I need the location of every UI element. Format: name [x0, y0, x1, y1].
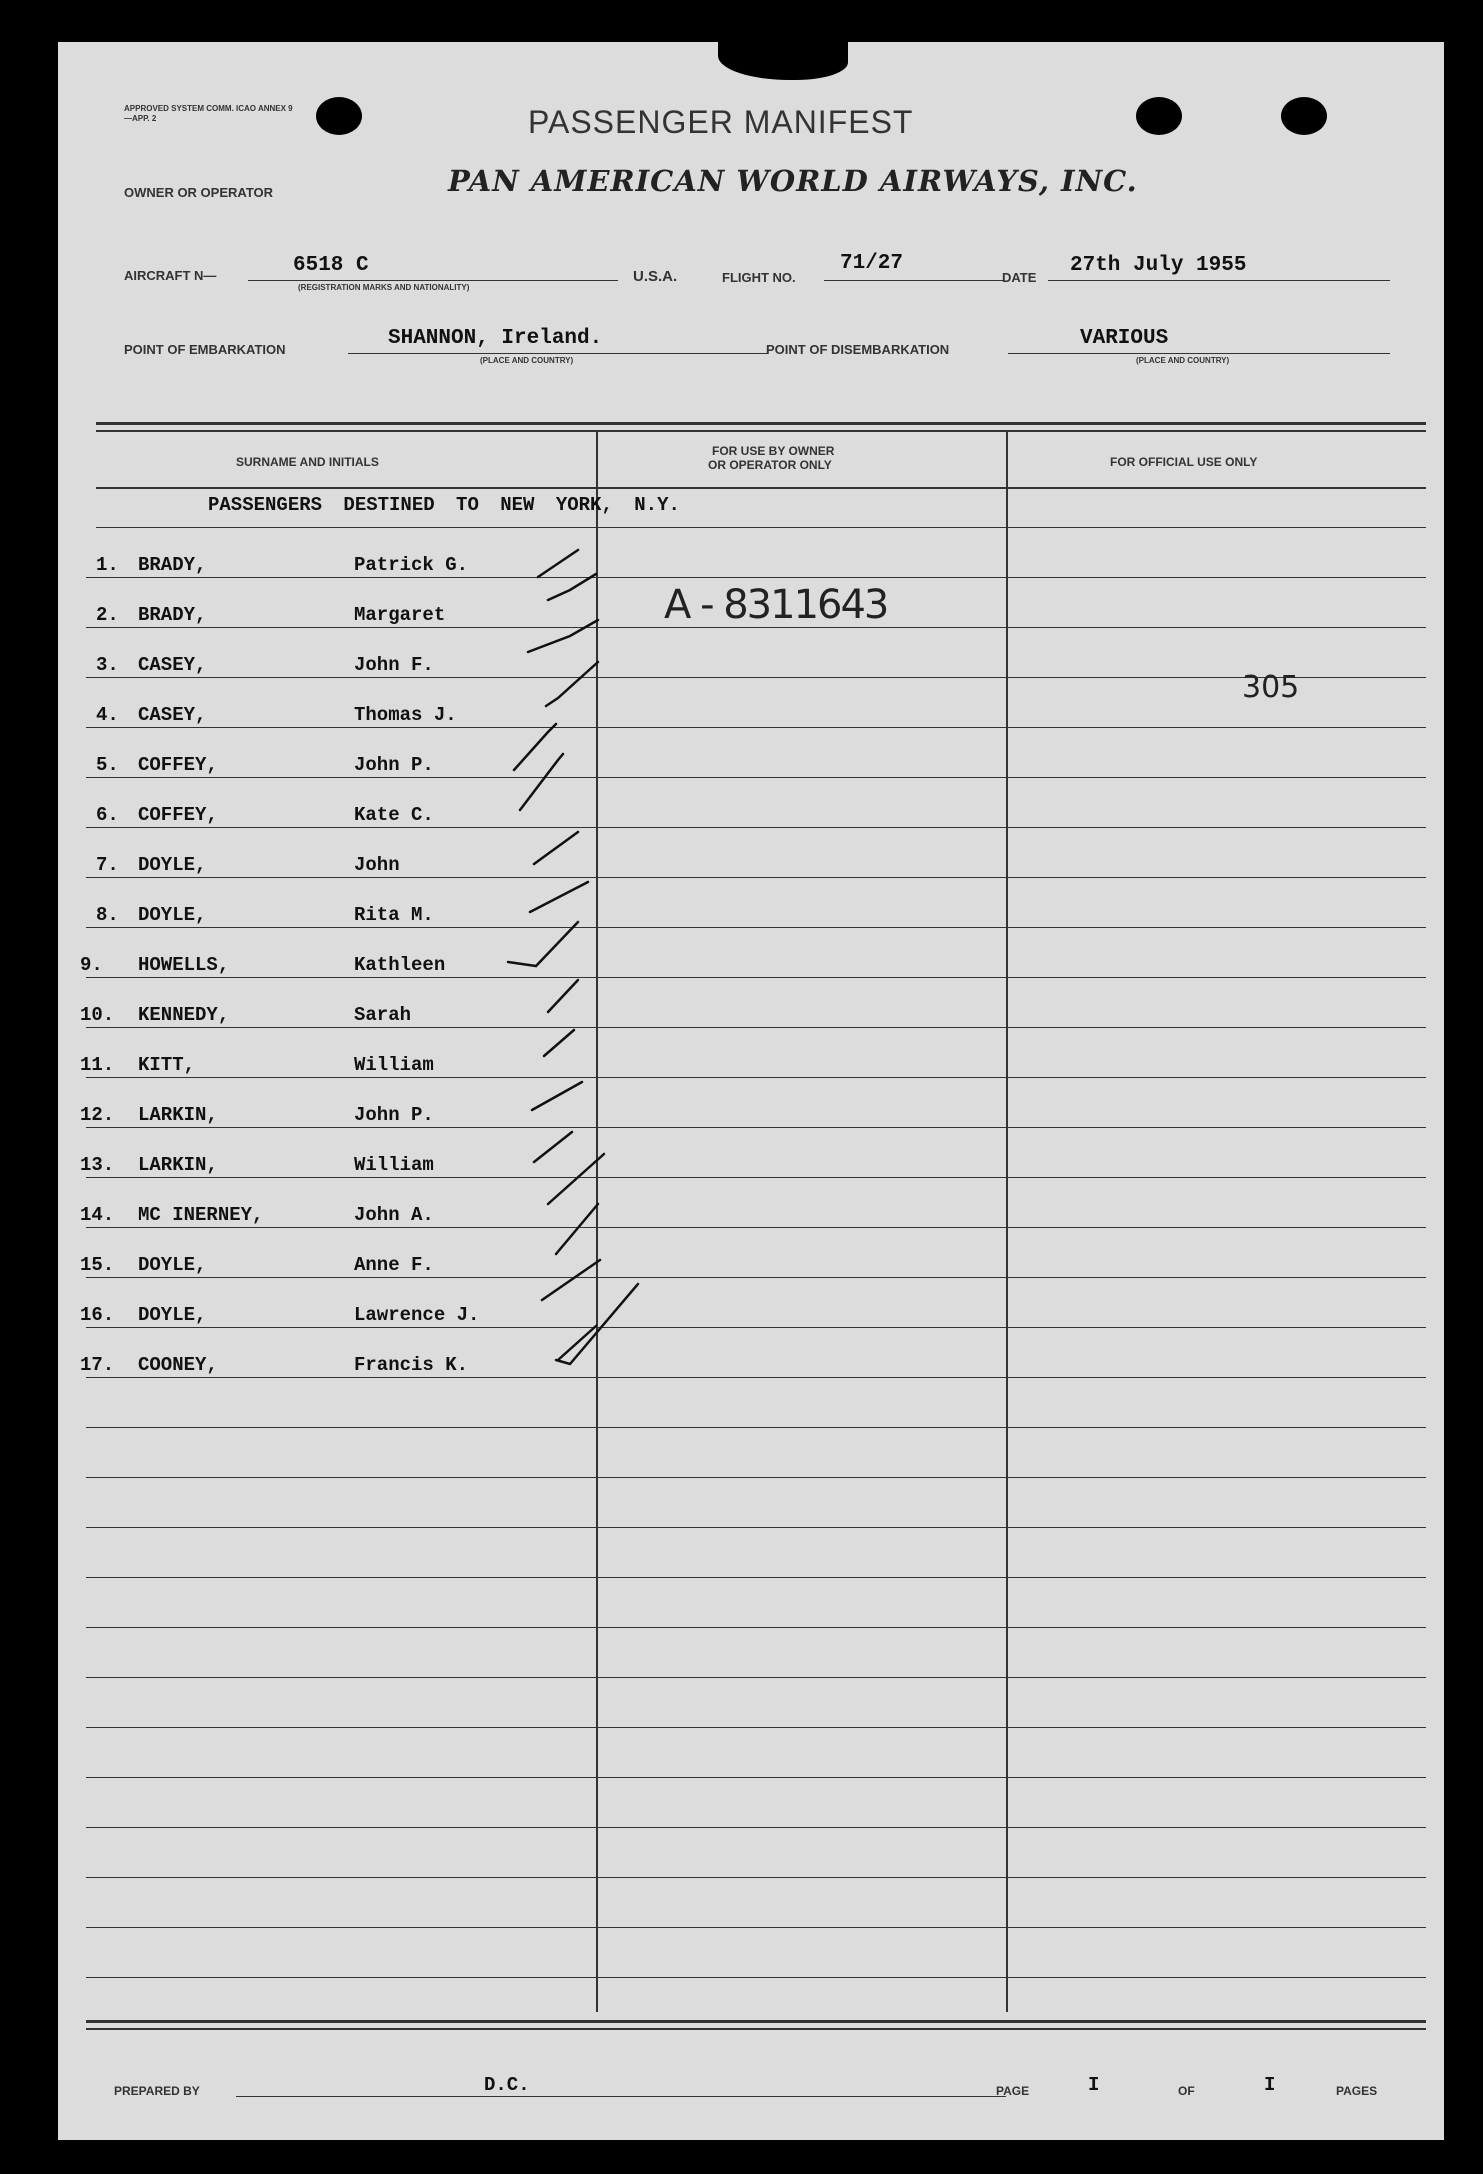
of-label: OF — [1178, 2084, 1195, 2098]
disembarkation-place-caption: (PLACE AND COUNTRY) — [1136, 356, 1230, 365]
aircraft-value: 6518 C — [293, 254, 369, 277]
passenger-number: 10. — [80, 1004, 115, 1026]
handwritten-owner-entry: A - 8311643 — [664, 582, 888, 628]
passenger-given-name: Francis K. — [354, 1354, 469, 1376]
passenger-number: 9. — [80, 954, 103, 976]
col-header-surname: SURNAME AND INITIALS — [236, 455, 379, 469]
passenger-number: 17. — [80, 1354, 115, 1376]
page-label: PAGE — [996, 2084, 1030, 2098]
prepared-line — [236, 2096, 1006, 2097]
check-mark — [548, 980, 578, 1012]
passenger-given-name: Lawrence J. — [354, 1304, 480, 1326]
owner-name: PAN AMERICAN WORLD AIRWAYS, INC. — [448, 164, 1138, 198]
passenger-surname: COFFEY, — [138, 804, 218, 826]
footer-rule — [86, 2020, 1426, 2023]
passenger-given-name: William — [354, 1154, 434, 1176]
passenger-surname: CASEY, — [138, 704, 207, 726]
passenger-surname: HOWELLS, — [138, 954, 230, 976]
passenger-surname: KENNEDY, — [138, 1004, 230, 1026]
passenger-given-name: John — [354, 854, 400, 876]
passenger-surname: MC INERNEY, — [138, 1204, 264, 1226]
passenger-surname: BRADY, — [138, 554, 207, 576]
check-mark — [546, 662, 598, 706]
prepared-label: PREPARED BY — [114, 2084, 200, 2098]
disembarkation-value: VARIOUS — [1080, 327, 1169, 350]
check-mark — [556, 1204, 598, 1254]
passenger-surname: DOYLE, — [138, 854, 207, 876]
passenger-surname: LARKIN, — [138, 1154, 218, 1176]
passenger-surname: LARKIN, — [138, 1104, 218, 1126]
date-value: 27th July 1955 — [1070, 254, 1247, 277]
approval-note: APPROVED SYSTEM COMM. ICAO ANNEX 9—APP. 2 — [124, 104, 293, 123]
check-mark — [514, 724, 556, 770]
passenger-number: 14. — [80, 1204, 115, 1226]
passenger-number: 8. — [96, 904, 119, 926]
passenger-surname: BRADY, — [138, 604, 207, 626]
embarkation-place-caption: (PLACE AND COUNTRY) — [480, 356, 574, 365]
passenger-surname: KITT, — [138, 1054, 196, 1076]
col-header-owner-2: OR OPERATOR ONLY — [708, 458, 832, 472]
embarkation-label: POINT OF EMBARKATION — [124, 342, 286, 357]
check-mark — [538, 550, 578, 577]
passenger-given-name: John F. — [354, 654, 434, 676]
col-header-official: FOR OFFICIAL USE ONLY — [1110, 455, 1258, 469]
aircraft-label: AIRCRAFT N— — [124, 268, 217, 283]
flight-value: 71/27 — [840, 252, 904, 275]
passenger-number: 12. — [80, 1104, 115, 1126]
of-value: I — [1264, 2074, 1276, 2096]
passenger-surname: COFFEY, — [138, 754, 218, 776]
disembarkation-label: POINT OF DISEMBARKATION — [766, 342, 950, 357]
passenger-surname: DOYLE, — [138, 904, 207, 926]
check-mark — [528, 620, 598, 652]
passenger-given-name: Patrick G. — [354, 554, 469, 576]
embarkation-value: SHANNON, Ireland. — [388, 327, 603, 350]
check-mark — [544, 1030, 574, 1056]
manifest-sheet — [58, 42, 1444, 2140]
check-mark — [532, 1082, 582, 1110]
passenger-given-name: Thomas J. — [354, 704, 457, 726]
usa-label: U.S.A. — [633, 268, 678, 285]
passenger-given-name: John A. — [354, 1204, 434, 1226]
handwritten-official-entry: 305 — [1242, 670, 1300, 705]
passenger-number: 7. — [96, 854, 119, 876]
passenger-given-name: William — [354, 1054, 434, 1076]
date-label: DATE — [1002, 270, 1037, 285]
passenger-surname: DOYLE, — [138, 1254, 207, 1276]
registration-caption: (REGISTRATION MARKS AND NATIONALITY) — [298, 283, 470, 292]
passenger-given-name: Anne F. — [354, 1254, 434, 1276]
check-mark — [530, 882, 588, 912]
check-mark — [548, 574, 596, 600]
owner-label: OWNER OR OPERATOR — [124, 185, 274, 200]
passenger-surname: CASEY, — [138, 654, 207, 676]
passenger-surname: COONEY, — [138, 1354, 218, 1376]
col-header-owner-1: FOR USE BY OWNER — [712, 444, 835, 458]
passenger-given-name: Margaret — [354, 604, 446, 626]
passenger-given-name: Sarah — [354, 1004, 412, 1026]
passenger-number: 4. — [96, 704, 119, 726]
passenger-given-name: Kathleen — [354, 954, 446, 976]
footer-rule-2 — [86, 2028, 1426, 2030]
passenger-surname: DOYLE, — [138, 1304, 207, 1326]
passenger-number: 6. — [96, 804, 119, 826]
check-mark — [548, 1154, 604, 1204]
passenger-number: 1. — [96, 554, 119, 576]
destined-heading: PASSENGERS DESTINED TO NEW YORK, N.Y. — [208, 494, 680, 516]
passenger-given-name: John P. — [354, 1104, 434, 1126]
passenger-number: 2. — [96, 604, 119, 626]
pages-label: PAGES — [1336, 2084, 1378, 2098]
check-marks — [58, 42, 1444, 2140]
check-mark — [534, 1132, 572, 1162]
page-value: I — [1088, 2074, 1100, 2096]
passenger-number: 15. — [80, 1254, 115, 1276]
prepared-value: D.C. — [484, 2074, 530, 2096]
passenger-number: 13. — [80, 1154, 115, 1176]
check-mark — [508, 922, 578, 966]
form-title: PASSENGER MANIFEST — [528, 104, 914, 140]
flight-label: FLIGHT NO. — [722, 270, 796, 285]
passenger-given-name: Kate C. — [354, 804, 434, 826]
check-mark — [520, 754, 563, 810]
passenger-number: 16. — [80, 1304, 115, 1326]
passenger-given-name: John P. — [354, 754, 434, 776]
passenger-given-name: Rita M. — [354, 904, 434, 926]
passenger-number: 11. — [80, 1054, 115, 1076]
check-mark — [534, 832, 578, 864]
passenger-number: 3. — [96, 654, 119, 676]
passenger-number: 5. — [96, 754, 119, 776]
check-mark — [542, 1260, 600, 1300]
